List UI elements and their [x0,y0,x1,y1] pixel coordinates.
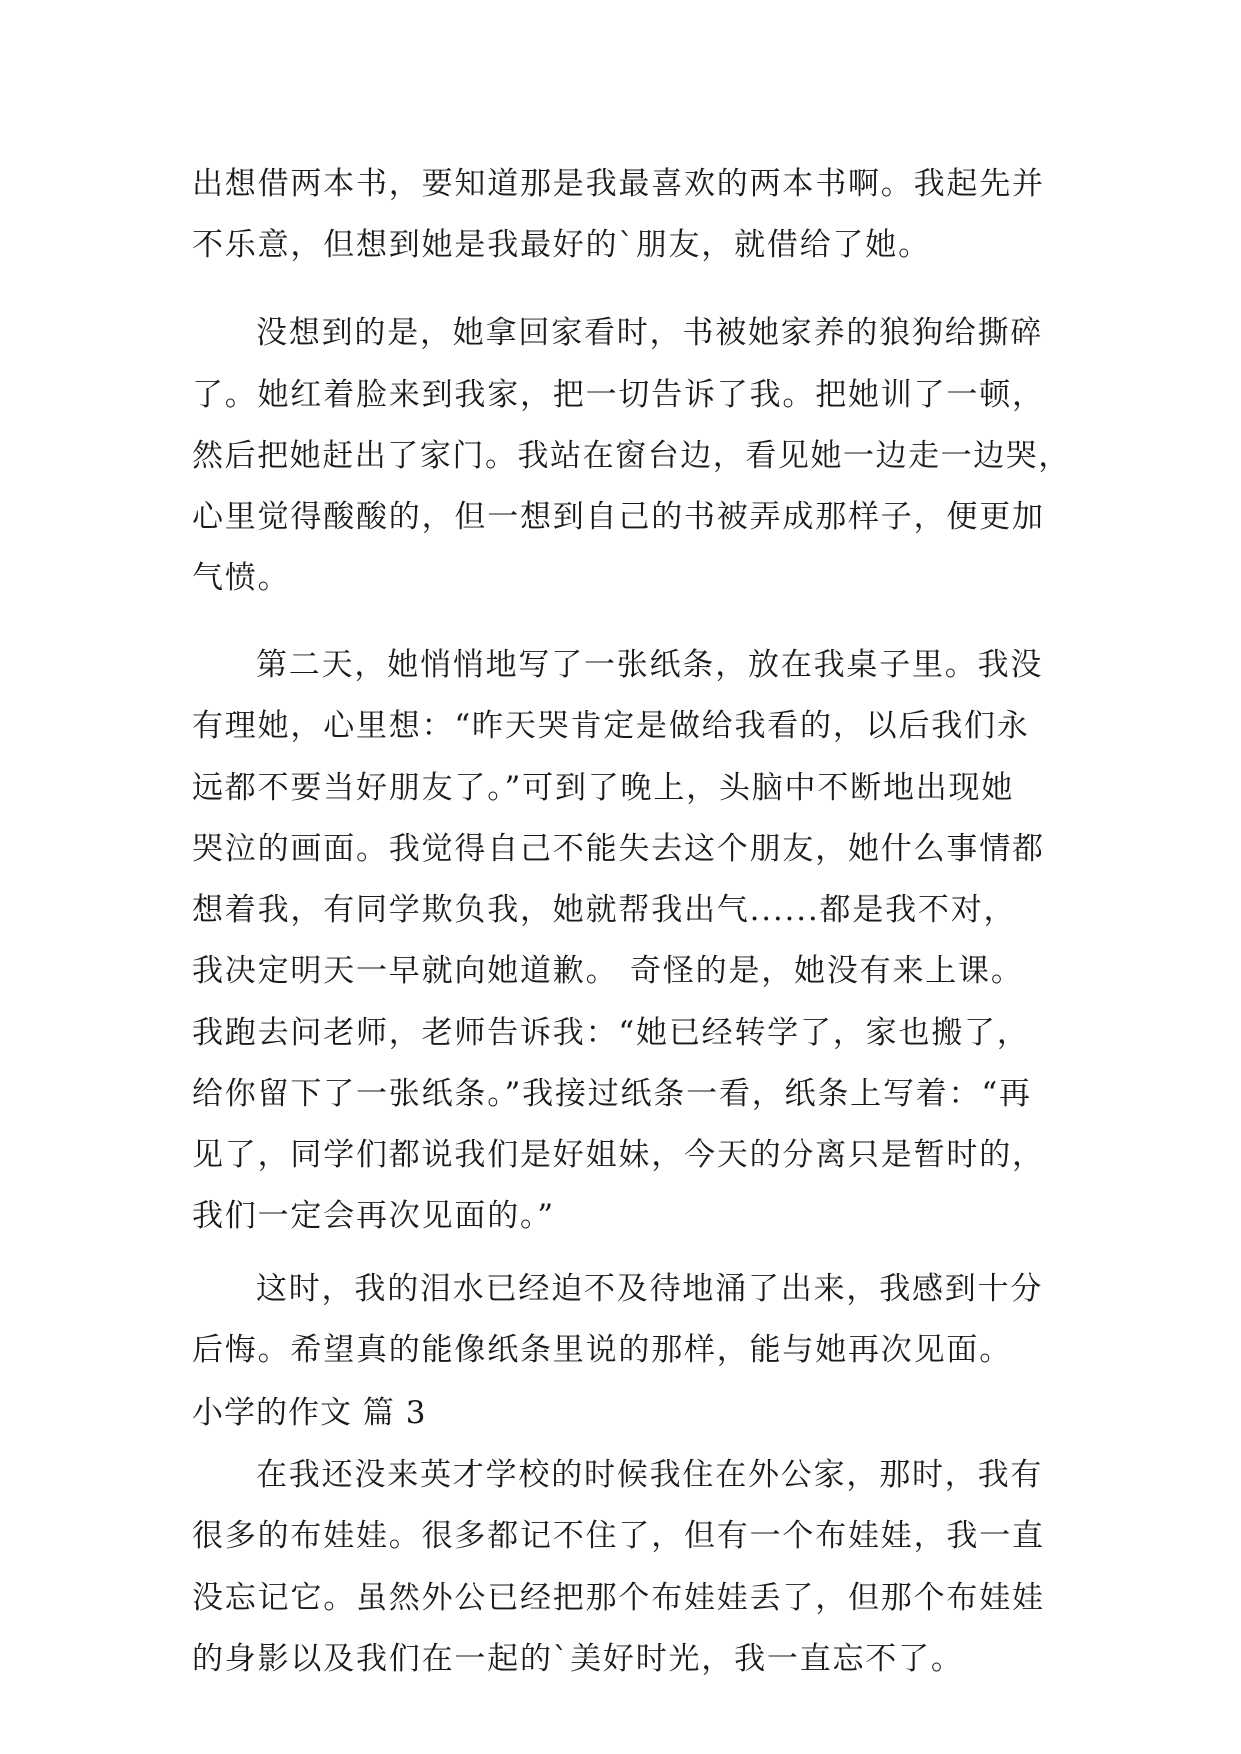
section-heading: 小学的作文 篇 3 [192,1395,427,1431]
text-line: 出想借两本书，要知道那是我最喜欢的两本书啊。我起先并 [192,166,1045,202]
text-line: 没忘记它。虽然外公已经把那个布娃娃丢了，但那个布娃娃 [192,1580,1045,1616]
text-line: 想着我，有同学欺负我，她就帮我出气......都是我不对， [192,892,1017,928]
text-line: 我跑去问老师，老师告诉我：“她已经转学了，家也搬了， [192,1015,1030,1051]
text-line: 有理她，心里想：“昨天哭肯定是做给我看的，以后我们永 [192,708,1030,744]
text-line: 然后把她赶出了家门。我站在窗台边，看见她一边走一边哭， [192,438,1071,474]
text-line: 见了，同学们都说我们是好姐妹，今天的分离只是暂时的， [192,1137,1045,1173]
text-line: 气愤。 [192,560,291,596]
text-line: 后悔。希望真的能像纸条里说的那样，能与她再次见面。 [192,1332,1012,1368]
text-line: 的身影以及我们在一起的`美好时光，我一直忘不了。 [192,1641,964,1677]
paragraph-first-line: 这时，我的泪水已经迫不及待地涌了出来，我感到十分 [256,1271,1044,1307]
text-line: 哭泣的画面。我觉得自己不能失去这个朋友，她什么事情都 [192,831,1045,867]
paragraph-first-line: 没想到的是，她拿回家看时，书被她家养的狼狗给撕碎 [256,315,1044,351]
text-line: 很多的布娃娃。很多都记不住了，但有一个布娃娃，我一直 [192,1518,1045,1554]
text-line: 远都不要当好朋友了。”可到了晚上，头脑中不断地出现她 [192,770,1015,806]
paragraph-first-line: 第二天，她悄悄地写了一张纸条，放在我桌子里。我没 [256,647,1044,683]
text-line: 给你留下了一张纸条。”我接过纸条一看，纸条上写着：“再 [192,1076,1032,1112]
text-line: 心里觉得酸酸的，但一想到自己的书被弄成那样子，便更加 [192,499,1045,535]
text-line: 了。她红着脸来到我家，把一切告诉了我。把她训了一顿， [192,377,1045,413]
paragraph-first-line: 在我还没来英才学校的时候我住在外公家，那时，我有 [256,1457,1044,1493]
text-line: 我们一定会再次见面的。” [192,1198,555,1234]
text-line: 不乐意，但想到她是我最好的`朋友，就借给了她。 [192,227,931,263]
text-line: 我决定明天一早就向她道歉。 奇怪的是，她没有来上课。 [192,953,1024,989]
